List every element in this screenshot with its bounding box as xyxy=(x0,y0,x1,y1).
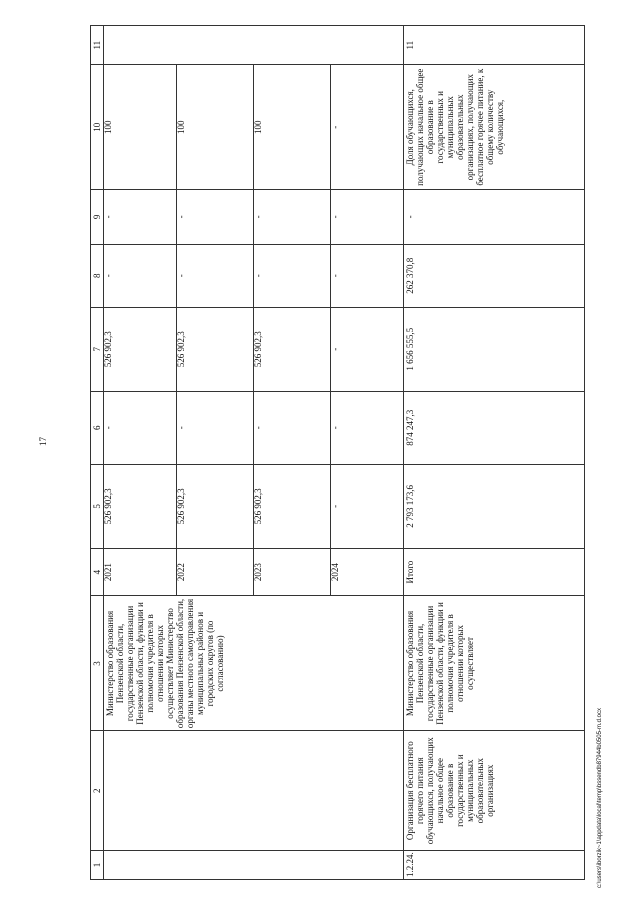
col-num: 6 xyxy=(91,391,104,464)
responsible-cell: Министерство образования Пензенской области, государственные организации Пензенской области, функции и полномочия учредителя в отношении которых осуществляет Министерство образования Пензенской области, органы местного самоуправления муниципальных районов и городских округов (по согласованию) xyxy=(104,596,404,731)
col8-values xyxy=(104,245,403,307)
value: 526 902,3 xyxy=(104,465,177,548)
column-number-row xyxy=(91,26,104,880)
col-num: 11 xyxy=(91,26,104,65)
col-num: 1 xyxy=(91,850,104,879)
value: - xyxy=(329,504,340,508)
col-num: 4 xyxy=(91,548,104,596)
col-num: 10 xyxy=(91,65,104,190)
year: 2022 xyxy=(177,549,254,596)
value: 11 xyxy=(404,26,585,65)
value: - xyxy=(329,125,340,129)
col6-values xyxy=(104,392,403,464)
value: - xyxy=(253,245,330,307)
measure-number: 1.2.24. xyxy=(404,850,585,879)
table-row xyxy=(104,26,404,880)
col-num: 5 xyxy=(91,465,104,549)
col-num: 2 xyxy=(91,731,104,851)
value: - xyxy=(104,392,177,464)
value: 526 902,3 xyxy=(253,308,330,391)
value: - xyxy=(104,190,177,244)
value: 262 370,8 xyxy=(404,244,585,307)
col-num: 7 xyxy=(91,307,104,391)
file-path-footer: c:\users\iborzik~1\appdata\local\temp\bssendb87944b0505-m.d.ocx xyxy=(597,708,603,888)
measures-table xyxy=(90,25,585,880)
value: 526 902,3 xyxy=(177,465,254,548)
col-num: 9 xyxy=(91,190,104,245)
year: 2023 xyxy=(253,549,330,596)
period-label: Итого xyxy=(404,548,585,596)
program-table-sheet xyxy=(90,25,585,880)
value: - xyxy=(177,190,254,244)
value: - xyxy=(177,392,254,464)
value: - xyxy=(177,245,254,307)
measure-name: Организация бесплатного горячего питания обучающихся, получающих начальное общее образование в государственных и муниципальных образовательных организациях xyxy=(404,731,585,851)
value: 100 xyxy=(253,65,330,189)
value: 526 902,3 xyxy=(104,308,177,391)
col10-values xyxy=(104,65,403,189)
year: 2024 xyxy=(329,563,340,582)
col-num: 8 xyxy=(91,244,104,307)
value: 526 902,3 xyxy=(253,465,330,548)
value: - xyxy=(253,190,330,244)
col9-values xyxy=(104,190,403,244)
value: - xyxy=(404,190,585,245)
value: 1 656 555,5 xyxy=(404,307,585,391)
col-num: 3 xyxy=(91,596,104,731)
years-list xyxy=(104,549,403,596)
value: 874 247,3 xyxy=(404,391,585,464)
value: - xyxy=(329,215,340,219)
table-row xyxy=(404,26,585,880)
col7-values xyxy=(104,308,403,391)
value: - xyxy=(104,245,177,307)
indicator-text: Доля обучающихся, получающих начальное общее образование в государственных и муниципальных образовательных организациях, получающих бесплатное горячее питание, к общему количеству обучающихся, xyxy=(404,65,585,190)
value: - xyxy=(329,347,340,351)
col5-values xyxy=(104,465,403,548)
value: - xyxy=(329,426,340,430)
value: 2 793 173,6 xyxy=(404,465,585,549)
value: 100 xyxy=(177,65,254,189)
value: 526 902,3 xyxy=(177,308,254,391)
year: 2021 xyxy=(104,549,177,596)
value: - xyxy=(329,274,340,278)
page-number: 17 xyxy=(38,437,48,446)
responsible-cell: Министерство образования Пензенской области, государственные организации Пензенской области, функции и полномочия учредителя в отношении которых осуществляет xyxy=(404,596,585,731)
value: 100 xyxy=(104,65,177,189)
value: - xyxy=(253,392,330,464)
